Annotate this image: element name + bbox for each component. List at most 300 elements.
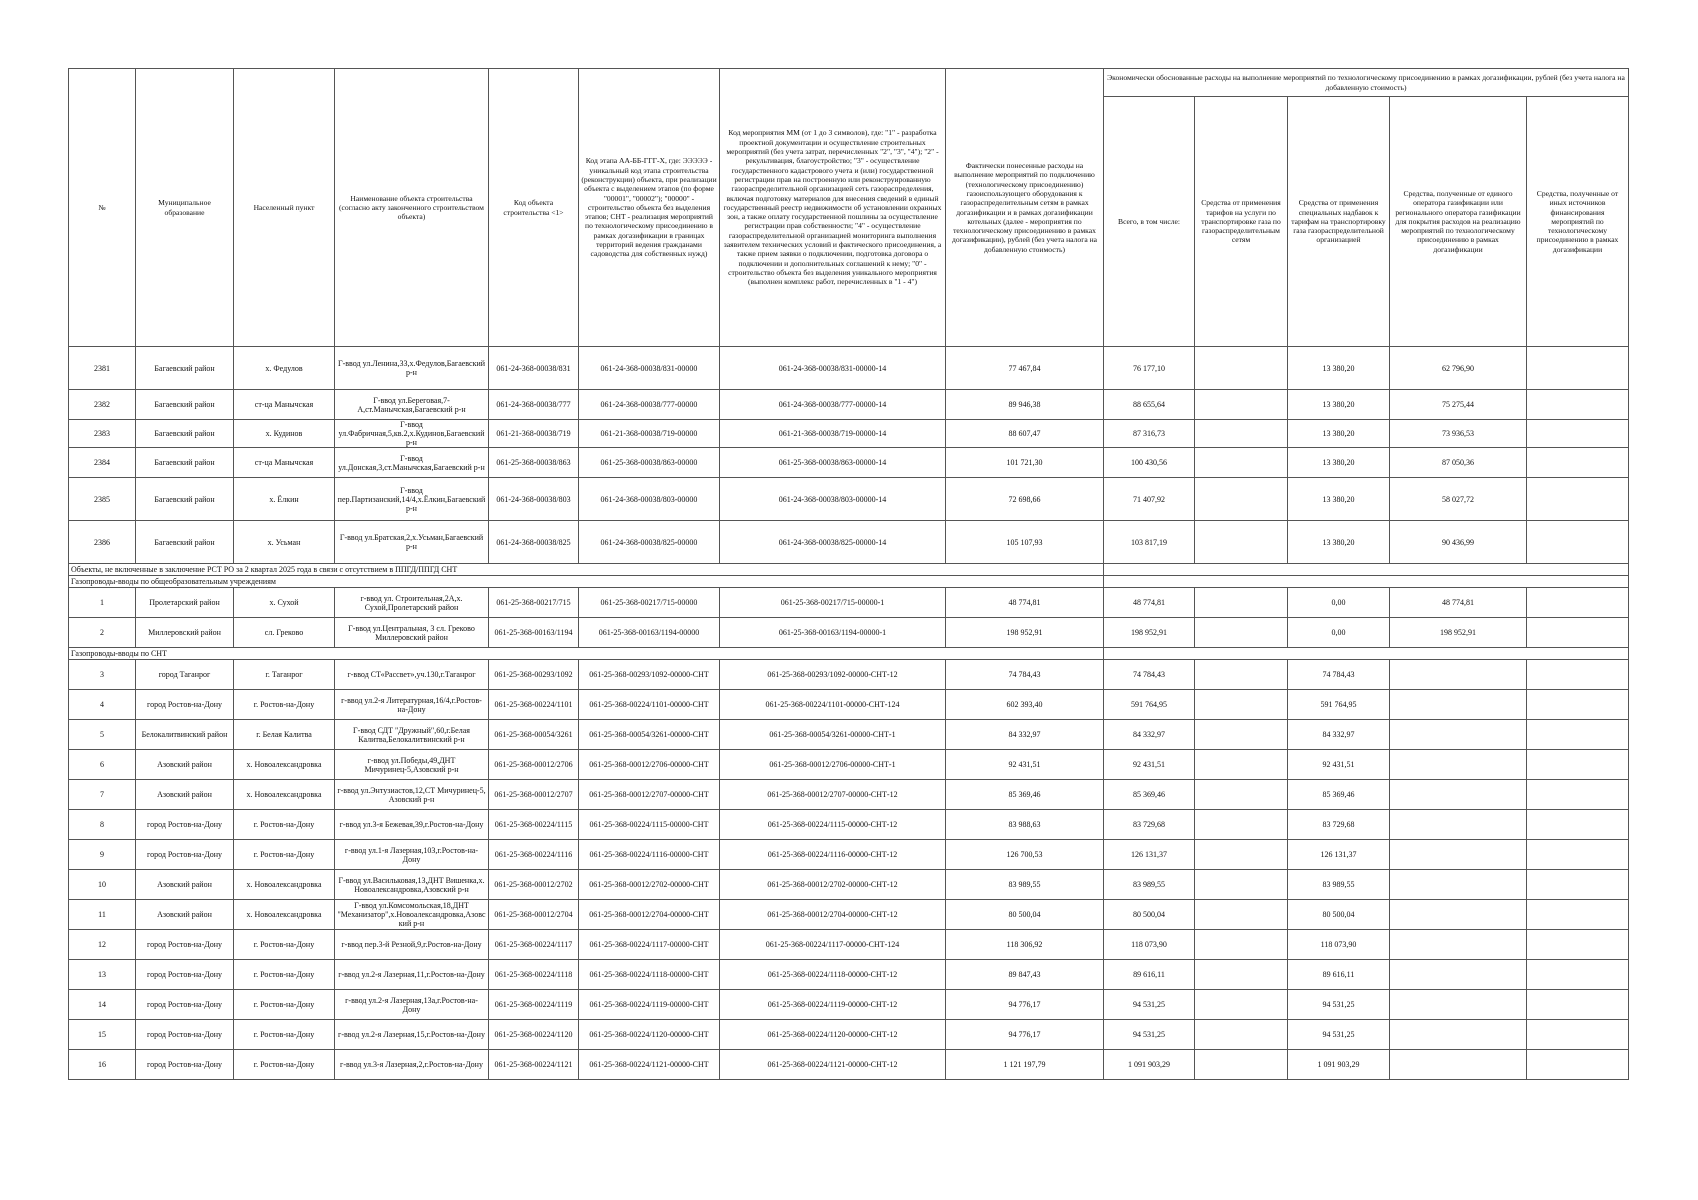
cell-settlement: г. Таганрог xyxy=(234,660,335,690)
cell-object-code: 061-25-368-00012/2704 xyxy=(489,900,579,930)
cell-object-name: г-ввод ул.Победы,49,ДНТ Мичуринец-5,Азовский р-н xyxy=(335,750,489,780)
cell-tariff-transport xyxy=(1195,810,1288,840)
cell-object-name: г-ввод ул.3-я Бежевая,39,г.Ростов-на-Дону xyxy=(335,810,489,840)
cell-single-operator: 62 796,90 xyxy=(1390,347,1527,390)
cell-stage-code: 061-25-368-00224/1121-00000-СНТ xyxy=(579,1050,720,1080)
cell-stage-code: 061-25-368-00224/1101-00000-СНТ xyxy=(579,690,720,720)
cell-municipality: Багаевский район xyxy=(136,420,234,448)
cell-tariff-transport xyxy=(1195,347,1288,390)
cell-event-code: 061-24-368-00038/825-00000-14 xyxy=(720,521,946,564)
table-row xyxy=(69,1020,1629,1050)
cell-object-code: 061-25-368-00293/1092 xyxy=(489,660,579,690)
cell-total: 94 531,25 xyxy=(1104,990,1195,1020)
cell-municipality: Азовский район xyxy=(136,900,234,930)
table-row xyxy=(69,810,1629,840)
cell-total: 100 430,56 xyxy=(1104,448,1195,478)
col-actual-costs: Фактически понесенные расходы на выполнение мероприятий по подключению (технологическому присоединению) газоиспользующего оборудования к газораспределительным сетям в рамках догазификации и в рамках догазификации котельных (далее - мероприятия по технологическому присоединению в рамках догазификации), рублей (без учета налога на добавленную стоимость) xyxy=(946,69,1104,347)
cell-single-operator: 90 436,99 xyxy=(1390,521,1527,564)
cell-tariff-transport xyxy=(1195,390,1288,420)
cell-single-operator xyxy=(1390,720,1527,750)
cell-object-code: 061-25-368-00224/1120 xyxy=(489,1020,579,1050)
cell-municipality: Азовский район xyxy=(136,870,234,900)
cell-stage-code: 061-25-368-00224/1115-00000-СНТ xyxy=(579,810,720,840)
cell-special-markups: 80 500,04 xyxy=(1288,900,1390,930)
table-row xyxy=(69,618,1629,648)
cell-event-code: 061-24-368-00038/777-00000-14 xyxy=(720,390,946,420)
cell-no: 3 xyxy=(69,660,136,690)
cell-single-operator xyxy=(1390,690,1527,720)
cell-object-code: 061-24-368-00038/831 xyxy=(489,347,579,390)
cell-settlement: х. Новоалександровка xyxy=(234,780,335,810)
col-no: № xyxy=(69,69,136,347)
cell-object-code: 061-25-368-00224/1121 xyxy=(489,1050,579,1080)
table-row xyxy=(69,521,1629,564)
col-total: Всего, в том числе: xyxy=(1104,97,1195,347)
cell-no: 4 xyxy=(69,690,136,720)
cell-stage-code: 061-25-368-00163/1194-00000 xyxy=(579,618,720,648)
section-title: Газопроводы-вводы по общеобразовательным учреждениям xyxy=(69,576,1104,588)
cell-single-operator xyxy=(1390,990,1527,1020)
table-row xyxy=(69,840,1629,870)
cell-total: 89 616,11 xyxy=(1104,960,1195,990)
cell-special-markups: 89 616,11 xyxy=(1288,960,1390,990)
cell-settlement: сл. Греково xyxy=(234,618,335,648)
cell-object-code: 061-24-368-00038/777 xyxy=(489,390,579,420)
cell-other-sources xyxy=(1527,780,1629,810)
cell-settlement: г. Ростов-на-Дону xyxy=(234,990,335,1020)
cell-single-operator xyxy=(1390,780,1527,810)
cell-total: 94 531,25 xyxy=(1104,1020,1195,1050)
cell-actual-costs: 94 776,17 xyxy=(946,990,1104,1020)
section-row xyxy=(69,648,1629,660)
cell-no: 5 xyxy=(69,720,136,750)
cell-no: 2 xyxy=(69,618,136,648)
cell-single-operator xyxy=(1390,1020,1527,1050)
cell-settlement: х. Новоалександровка xyxy=(234,750,335,780)
table-row xyxy=(69,660,1629,690)
cell-no: 2383 xyxy=(69,420,136,448)
cell-settlement: х. Усьман xyxy=(234,521,335,564)
table-row xyxy=(69,870,1629,900)
cell-total: 198 952,91 xyxy=(1104,618,1195,648)
cell-event-code: 061-24-368-00038/831-00000-14 xyxy=(720,347,946,390)
cell-settlement: г. Ростов-на-Дону xyxy=(234,1050,335,1080)
cell-no: 2382 xyxy=(69,390,136,420)
cell-total: 591 764,95 xyxy=(1104,690,1195,720)
cell-single-operator: 48 774,81 xyxy=(1390,588,1527,618)
cell-other-sources xyxy=(1527,810,1629,840)
cell-tariff-transport xyxy=(1195,690,1288,720)
cell-stage-code: 061-25-368-00224/1118-00000-СНТ xyxy=(579,960,720,990)
cell-actual-costs: 80 500,04 xyxy=(946,900,1104,930)
section-blank xyxy=(1104,648,1629,660)
cell-no: 11 xyxy=(69,900,136,930)
cell-total: 80 500,04 xyxy=(1104,900,1195,930)
cell-special-markups: 118 073,90 xyxy=(1288,930,1390,960)
cell-special-markups: 0,00 xyxy=(1288,618,1390,648)
cell-other-sources xyxy=(1527,900,1629,930)
cell-object-code: 061-21-368-00038/719 xyxy=(489,420,579,448)
cell-object-name: г-ввод ул.2-я Лазерная,15,г.Ростов-на-Дону xyxy=(335,1020,489,1050)
cell-stage-code: 061-24-368-00038/831-00000 xyxy=(579,347,720,390)
cell-special-markups: 74 784,43 xyxy=(1288,660,1390,690)
cell-single-operator xyxy=(1390,960,1527,990)
table-row xyxy=(69,960,1629,990)
cell-municipality: Белокалитвинский район xyxy=(136,720,234,750)
cell-event-code: 061-25-368-00012/2702-00000-СНТ-12 xyxy=(720,870,946,900)
cell-total: 1 091 903,29 xyxy=(1104,1050,1195,1080)
cell-settlement: х. Кудинов xyxy=(234,420,335,448)
cell-event-code: 061-25-368-00224/1116-00000-СНТ-12 xyxy=(720,840,946,870)
cell-municipality: город Ростов-на-Дону xyxy=(136,960,234,990)
cell-other-sources xyxy=(1527,390,1629,420)
cell-total: 83 729,68 xyxy=(1104,810,1195,840)
cell-object-name: г-ввод ул.3-я Лазерная,2,г.Ростов-на-Дону xyxy=(335,1050,489,1080)
cell-tariff-transport xyxy=(1195,960,1288,990)
cell-settlement: х. Новоалександровка xyxy=(234,900,335,930)
cell-stage-code: 061-25-368-00224/1120-00000-СНТ xyxy=(579,1020,720,1050)
cell-single-operator: 198 952,91 xyxy=(1390,618,1527,648)
cell-stage-code: 061-25-368-00224/1116-00000-СНТ xyxy=(579,840,720,870)
cell-no: 1 xyxy=(69,588,136,618)
cell-other-sources xyxy=(1527,1020,1629,1050)
cell-tariff-transport xyxy=(1195,660,1288,690)
table-header xyxy=(69,69,1629,347)
cell-actual-costs: 48 774,81 xyxy=(946,588,1104,618)
cell-stage-code: 061-25-368-00217/715-00000 xyxy=(579,588,720,618)
cell-special-markups: 94 531,25 xyxy=(1288,1020,1390,1050)
cell-event-code: 061-25-368-00224/1117-00000-СНТ-124 xyxy=(720,930,946,960)
cell-tariff-transport xyxy=(1195,420,1288,448)
cell-total: 118 073,90 xyxy=(1104,930,1195,960)
cell-total: 48 774,81 xyxy=(1104,588,1195,618)
table-row xyxy=(69,990,1629,1020)
cell-actual-costs: 84 332,97 xyxy=(946,720,1104,750)
cell-settlement: г. Ростов-на-Дону xyxy=(234,930,335,960)
cell-special-markups: 13 380,20 xyxy=(1288,390,1390,420)
cell-tariff-transport xyxy=(1195,588,1288,618)
cell-municipality: Багаевский район xyxy=(136,347,234,390)
cell-municipality: Азовский район xyxy=(136,780,234,810)
cell-tariff-transport xyxy=(1195,840,1288,870)
cell-no: 2386 xyxy=(69,521,136,564)
cell-actual-costs: 118 306,92 xyxy=(946,930,1104,960)
cell-total: 84 332,97 xyxy=(1104,720,1195,750)
cell-stage-code: 061-25-368-00293/1092-00000-СНТ xyxy=(579,660,720,690)
table-row xyxy=(69,720,1629,750)
col-other-sources: Средства, полученные от иных источников финансирования мероприятий по технологическому присоединению в рамках догазификации xyxy=(1527,97,1629,347)
cell-object-name: Г-ввод ул.Донская,3,ст.Манычская,Багаевский р-н xyxy=(335,448,489,478)
cell-event-code: 061-25-368-00038/863-00000-14 xyxy=(720,448,946,478)
cell-special-markups: 84 332,97 xyxy=(1288,720,1390,750)
cell-no: 2381 xyxy=(69,347,136,390)
cell-settlement: х. Сухой xyxy=(234,588,335,618)
cell-special-markups: 13 380,20 xyxy=(1288,521,1390,564)
cell-event-code: 061-25-368-00012/2707-00000-СНТ-12 xyxy=(720,780,946,810)
cell-other-sources xyxy=(1527,870,1629,900)
cell-event-code: 061-25-368-00224/1101-00000-СНТ-124 xyxy=(720,690,946,720)
cell-special-markups: 94 531,25 xyxy=(1288,990,1390,1020)
col-special-markups: Средства от применения специальных надбавок к тарифам на транспортировку газа газораспределительной организацией xyxy=(1288,97,1390,347)
cell-single-operator xyxy=(1390,870,1527,900)
cell-stage-code: 061-25-368-00012/2707-00000-СНТ xyxy=(579,780,720,810)
section-blank xyxy=(1104,564,1629,576)
cell-other-sources xyxy=(1527,990,1629,1020)
cell-single-operator xyxy=(1390,810,1527,840)
cell-object-name: г-ввод пер.3-й Резной,9,г.Ростов-на-Дону xyxy=(335,930,489,960)
cell-object-name: Г-ввод ул.Береговая,7-А,ст.Манычская,Багаевский р-н xyxy=(335,390,489,420)
cell-no: 13 xyxy=(69,960,136,990)
cell-tariff-transport xyxy=(1195,780,1288,810)
cell-object-code: 061-25-368-00224/1116 xyxy=(489,840,579,870)
table-row xyxy=(69,347,1629,390)
cell-actual-costs: 89 946,38 xyxy=(946,390,1104,420)
cell-total: 74 784,43 xyxy=(1104,660,1195,690)
cell-actual-costs: 1 121 197,79 xyxy=(946,1050,1104,1080)
table-row xyxy=(69,420,1629,448)
table-row xyxy=(69,448,1629,478)
cell-object-code: 061-25-368-00012/2702 xyxy=(489,870,579,900)
cell-actual-costs: 72 698,66 xyxy=(946,478,1104,521)
table-row xyxy=(69,900,1629,930)
section-title: Газопроводы-вводы по СНТ xyxy=(69,648,1104,660)
table-body xyxy=(69,347,1629,1080)
cell-actual-costs: 92 431,51 xyxy=(946,750,1104,780)
cell-event-code: 061-21-368-00038/719-00000-14 xyxy=(720,420,946,448)
cell-municipality: Миллеровский район xyxy=(136,618,234,648)
cell-municipality: город Ростов-на-Дону xyxy=(136,810,234,840)
cell-tariff-transport xyxy=(1195,478,1288,521)
cell-settlement: х. Федулов xyxy=(234,347,335,390)
cell-object-code: 061-25-368-00012/2707 xyxy=(489,780,579,810)
cell-settlement: г. Ростов-на-Дону xyxy=(234,840,335,870)
cell-settlement: ст-ца Манычская xyxy=(234,390,335,420)
cell-object-code: 061-25-368-00038/863 xyxy=(489,448,579,478)
cell-single-operator xyxy=(1390,1050,1527,1080)
cell-municipality: город Ростов-на-Дону xyxy=(136,1050,234,1080)
cell-stage-code: 061-24-368-00038/825-00000 xyxy=(579,521,720,564)
cell-actual-costs: 74 784,43 xyxy=(946,660,1104,690)
cell-total: 71 407,92 xyxy=(1104,478,1195,521)
cell-stage-code: 061-25-368-00224/1117-00000-СНТ xyxy=(579,930,720,960)
table-row xyxy=(69,930,1629,960)
col-object-code: Код объекта строительства <1> xyxy=(489,69,579,347)
cell-object-code: 061-24-368-00038/803 xyxy=(489,478,579,521)
cell-object-name: Г-ввод пер.Партизанский,14/4,х.Ёлкин,Багаевский р-н xyxy=(335,478,489,521)
cell-total: 103 817,19 xyxy=(1104,521,1195,564)
cell-no: 2384 xyxy=(69,448,136,478)
cell-object-code: 061-25-368-00012/2706 xyxy=(489,750,579,780)
cell-object-code: 061-25-368-00224/1118 xyxy=(489,960,579,990)
costs-table xyxy=(68,68,1629,1080)
table-row xyxy=(69,390,1629,420)
cell-event-code: 061-25-368-00224/1121-00000-СНТ-12 xyxy=(720,1050,946,1080)
cell-tariff-transport xyxy=(1195,618,1288,648)
cell-single-operator xyxy=(1390,900,1527,930)
cell-object-name: г-ввод ул.Энтузиастов,12,СТ Мичуринец-5, Азовский р-н xyxy=(335,780,489,810)
cell-special-markups: 83 989,55 xyxy=(1288,870,1390,900)
cell-municipality: город Ростов-на-Дону xyxy=(136,930,234,960)
cell-stage-code: 061-25-368-00038/863-00000 xyxy=(579,448,720,478)
cell-no: 16 xyxy=(69,1050,136,1080)
cell-no: 15 xyxy=(69,1020,136,1050)
cell-actual-costs: 88 607,47 xyxy=(946,420,1104,448)
cell-settlement: г. Белая Калитва xyxy=(234,720,335,750)
cell-single-operator: 75 275,44 xyxy=(1390,390,1527,420)
cell-object-code: 061-25-368-00054/3261 xyxy=(489,720,579,750)
cell-object-name: г-ввод ул.1-я Лазерная,103,г.Ростов-на-Дону xyxy=(335,840,489,870)
cell-other-sources xyxy=(1527,448,1629,478)
cell-total: 126 131,37 xyxy=(1104,840,1195,870)
cell-settlement: х. Новоалександровка xyxy=(234,870,335,900)
cell-total: 76 177,10 xyxy=(1104,347,1195,390)
cell-settlement: х. Ёлкин xyxy=(234,478,335,521)
cell-object-name: Г-ввод ул.Братская,2,х.Усьман,Багаевский р-н xyxy=(335,521,489,564)
cell-object-name: г-ввод ул.2-я Лазерная,13а,г.Ростов-на-Дону xyxy=(335,990,489,1020)
cell-no: 8 xyxy=(69,810,136,840)
cell-settlement: г. Ростов-на-Дону xyxy=(234,1020,335,1050)
cell-event-code: 061-25-368-00012/2704-00000-СНТ-12 xyxy=(720,900,946,930)
cell-special-markups: 85 369,46 xyxy=(1288,780,1390,810)
cell-object-name: г-ввод ул.2-я Литературная,16/4,г.Ростов-на-Дону xyxy=(335,690,489,720)
cell-total: 92 431,51 xyxy=(1104,750,1195,780)
cell-other-sources xyxy=(1527,660,1629,690)
col-econ-group: Экономически обоснованные расходы на выполнение мероприятий по технологическому присоединению в рамках догазификации, рублей (без учета налога на добавленную стоимость) xyxy=(1104,69,1629,97)
col-stage-code: Код этапа АА-ББ-ГГГ-Х, где: ЭЭЭЭЭ - уникальный код этапа строительства (реконструкции) объекта, при реализации объекта с выделением этапов (по форме "00001", "00002"); "00000" - строительство объекта без выделения этапов; СНТ - реализация мероприятий по технологическому присоединению в рамках догазификации в границах территорий ведения гражданами садоводства для собственных нужд) xyxy=(579,69,720,347)
col-settlement: Населенный пункт xyxy=(234,69,335,347)
cell-single-operator xyxy=(1390,750,1527,780)
cell-tariff-transport xyxy=(1195,750,1288,780)
cell-no: 6 xyxy=(69,750,136,780)
cell-object-name: г-ввод СТ«Рассвет»,уч.130,г.Таганрог xyxy=(335,660,489,690)
cell-object-name: г-ввод ул.2-я Лазерная,11,г.Ростов-на-Дону xyxy=(335,960,489,990)
cell-no: 9 xyxy=(69,840,136,870)
cell-event-code: 061-25-368-00224/1115-00000-СНТ-12 xyxy=(720,810,946,840)
cell-event-code: 061-24-368-00038/803-00000-14 xyxy=(720,478,946,521)
cell-other-sources xyxy=(1527,690,1629,720)
col-single-operator: Средства, полученные от единого оператора газификации или регионального оператора газификации для покрытия расходов на реализацию мероприятий по технологическому присоединению в рамках догазификации xyxy=(1390,97,1527,347)
cell-other-sources xyxy=(1527,960,1629,990)
cell-object-name: Г-ввод ул.Комсомольская,18,ДНТ "Механизатор",х.Новоалександровка,Азовский р-н xyxy=(335,900,489,930)
cell-settlement: г. Ростов-на-Дону xyxy=(234,690,335,720)
cell-object-code: 061-25-368-00217/715 xyxy=(489,588,579,618)
cell-special-markups: 591 764,95 xyxy=(1288,690,1390,720)
cell-object-code: 061-25-368-00224/1119 xyxy=(489,990,579,1020)
cell-other-sources xyxy=(1527,618,1629,648)
cell-settlement: г. Ростов-на-Дону xyxy=(234,810,335,840)
cell-total: 87 316,73 xyxy=(1104,420,1195,448)
col-event-code: Код мероприятия ММ (от 1 до 3 символов), где: "1" - разработка проектной документации и осуществление строительных мероприятий (без учета затрат, перечисленных "2", "3", "4"); "2" - рекультивация, благоустройство; "3" - осуществление государственного кадастрового учета и (или) государственной регистрации прав на построенную или реконструированную газораспределительной организацией сеть газораспределения, включая подготовку материалов для внесения сведений в единый государственный реестр недвижимости об установлении охранных зон, а также оплату государственной пошлины за осуществление регистрации прав собственности; "4" - осуществление газораспределительной организацией мониторинга выполнения заявителем технических условий и фактического присоединения, а также прием заявки о подключении, подготовка договора о подключении и дополнительных соглашений к нему; "0" - строительство объекта без выделения уникального мероприятия (выполнен комплекс работ, перечисленных в "1 - 4") xyxy=(720,69,946,347)
cell-stage-code: 061-25-368-00012/2702-00000-СНТ xyxy=(579,870,720,900)
cell-actual-costs: 198 952,91 xyxy=(946,618,1104,648)
cell-single-operator: 73 936,53 xyxy=(1390,420,1527,448)
cell-municipality: Азовский район xyxy=(136,750,234,780)
cell-actual-costs: 126 700,53 xyxy=(946,840,1104,870)
cell-tariff-transport xyxy=(1195,990,1288,1020)
cell-object-code: 061-25-368-00224/1101 xyxy=(489,690,579,720)
table-row xyxy=(69,1050,1629,1080)
cell-actual-costs: 77 467,84 xyxy=(946,347,1104,390)
cell-other-sources xyxy=(1527,1050,1629,1080)
cell-object-code: 061-24-368-00038/825 xyxy=(489,521,579,564)
cell-actual-costs: 89 847,43 xyxy=(946,960,1104,990)
table-row xyxy=(69,588,1629,618)
section-row xyxy=(69,576,1629,588)
section-blank xyxy=(1104,576,1629,588)
section-title: Объекты, не включенные в заключение РСТ РО за 2 квартал 2025 года в связи с отсутствием в ППГД/ППГД СНТ xyxy=(69,564,1104,576)
cell-other-sources xyxy=(1527,720,1629,750)
cell-special-markups: 1 091 903,29 xyxy=(1288,1050,1390,1080)
cell-special-markups: 83 729,68 xyxy=(1288,810,1390,840)
document-sheet xyxy=(68,68,1628,1080)
cell-tariff-transport xyxy=(1195,448,1288,478)
cell-event-code: 061-25-368-00012/2706-00000-СНТ-1 xyxy=(720,750,946,780)
cell-special-markups: 13 380,20 xyxy=(1288,347,1390,390)
cell-tariff-transport xyxy=(1195,930,1288,960)
cell-municipality: город Ростов-на-Дону xyxy=(136,990,234,1020)
cell-single-operator xyxy=(1390,840,1527,870)
cell-event-code: 061-25-368-00163/1194-00000-1 xyxy=(720,618,946,648)
cell-municipality: Багаевский район xyxy=(136,448,234,478)
cell-total: 88 655,64 xyxy=(1104,390,1195,420)
cell-other-sources xyxy=(1527,750,1629,780)
cell-tariff-transport xyxy=(1195,1050,1288,1080)
cell-event-code: 061-25-368-00054/3261-00000-СНТ-1 xyxy=(720,720,946,750)
cell-object-name: Г-ввод СДТ "Дружный",60,г.Белая Калитва,Белокалитвинский р-н xyxy=(335,720,489,750)
col-object-name: Наименование объекта строительства (согласно акту законченного строительством объекта) xyxy=(335,69,489,347)
cell-object-code: 061-25-368-00163/1194 xyxy=(489,618,579,648)
cell-actual-costs: 83 989,55 xyxy=(946,870,1104,900)
cell-special-markups: 13 380,20 xyxy=(1288,448,1390,478)
cell-actual-costs: 602 393,40 xyxy=(946,690,1104,720)
table-row xyxy=(69,780,1629,810)
cell-single-operator: 87 050,36 xyxy=(1390,448,1527,478)
cell-special-markups: 126 131,37 xyxy=(1288,840,1390,870)
cell-other-sources xyxy=(1527,588,1629,618)
cell-other-sources xyxy=(1527,521,1629,564)
cell-actual-costs: 83 988,63 xyxy=(946,810,1104,840)
cell-stage-code: 061-24-368-00038/777-00000 xyxy=(579,390,720,420)
col-municipality: Муниципальное образование xyxy=(136,69,234,347)
cell-event-code: 061-25-368-00224/1119-00000-СНТ-12 xyxy=(720,990,946,1020)
cell-no: 12 xyxy=(69,930,136,960)
cell-object-code: 061-25-368-00224/1115 xyxy=(489,810,579,840)
cell-no: 2385 xyxy=(69,478,136,521)
cell-actual-costs: 85 369,46 xyxy=(946,780,1104,810)
table-row xyxy=(69,750,1629,780)
cell-special-markups: 13 380,20 xyxy=(1288,420,1390,448)
table-row xyxy=(69,690,1629,720)
cell-tariff-transport xyxy=(1195,870,1288,900)
cell-event-code: 061-25-368-00224/1118-00000-СНТ-12 xyxy=(720,960,946,990)
cell-actual-costs: 101 721,30 xyxy=(946,448,1104,478)
cell-no: 7 xyxy=(69,780,136,810)
cell-event-code: 061-25-368-00293/1092-00000-СНТ-12 xyxy=(720,660,946,690)
cell-municipality: Багаевский район xyxy=(136,390,234,420)
cell-object-name: Г-ввод ул.Васильковая,13,ДНТ Вишенка,х. Новоалександровка,Азовский р-н xyxy=(335,870,489,900)
cell-municipality: Багаевский район xyxy=(136,478,234,521)
cell-special-markups: 13 380,20 xyxy=(1288,478,1390,521)
cell-municipality: город Ростов-на-Дону xyxy=(136,690,234,720)
cell-settlement: ст-ца Манычская xyxy=(234,448,335,478)
cell-single-operator xyxy=(1390,930,1527,960)
cell-stage-code: 061-25-368-00224/1119-00000-СНТ xyxy=(579,990,720,1020)
cell-municipality: город Ростов-на-Дону xyxy=(136,1020,234,1050)
cell-municipality: город Таганрог xyxy=(136,660,234,690)
cell-stage-code: 061-21-368-00038/719-00000 xyxy=(579,420,720,448)
cell-municipality: Багаевский район xyxy=(136,521,234,564)
cell-other-sources xyxy=(1527,930,1629,960)
